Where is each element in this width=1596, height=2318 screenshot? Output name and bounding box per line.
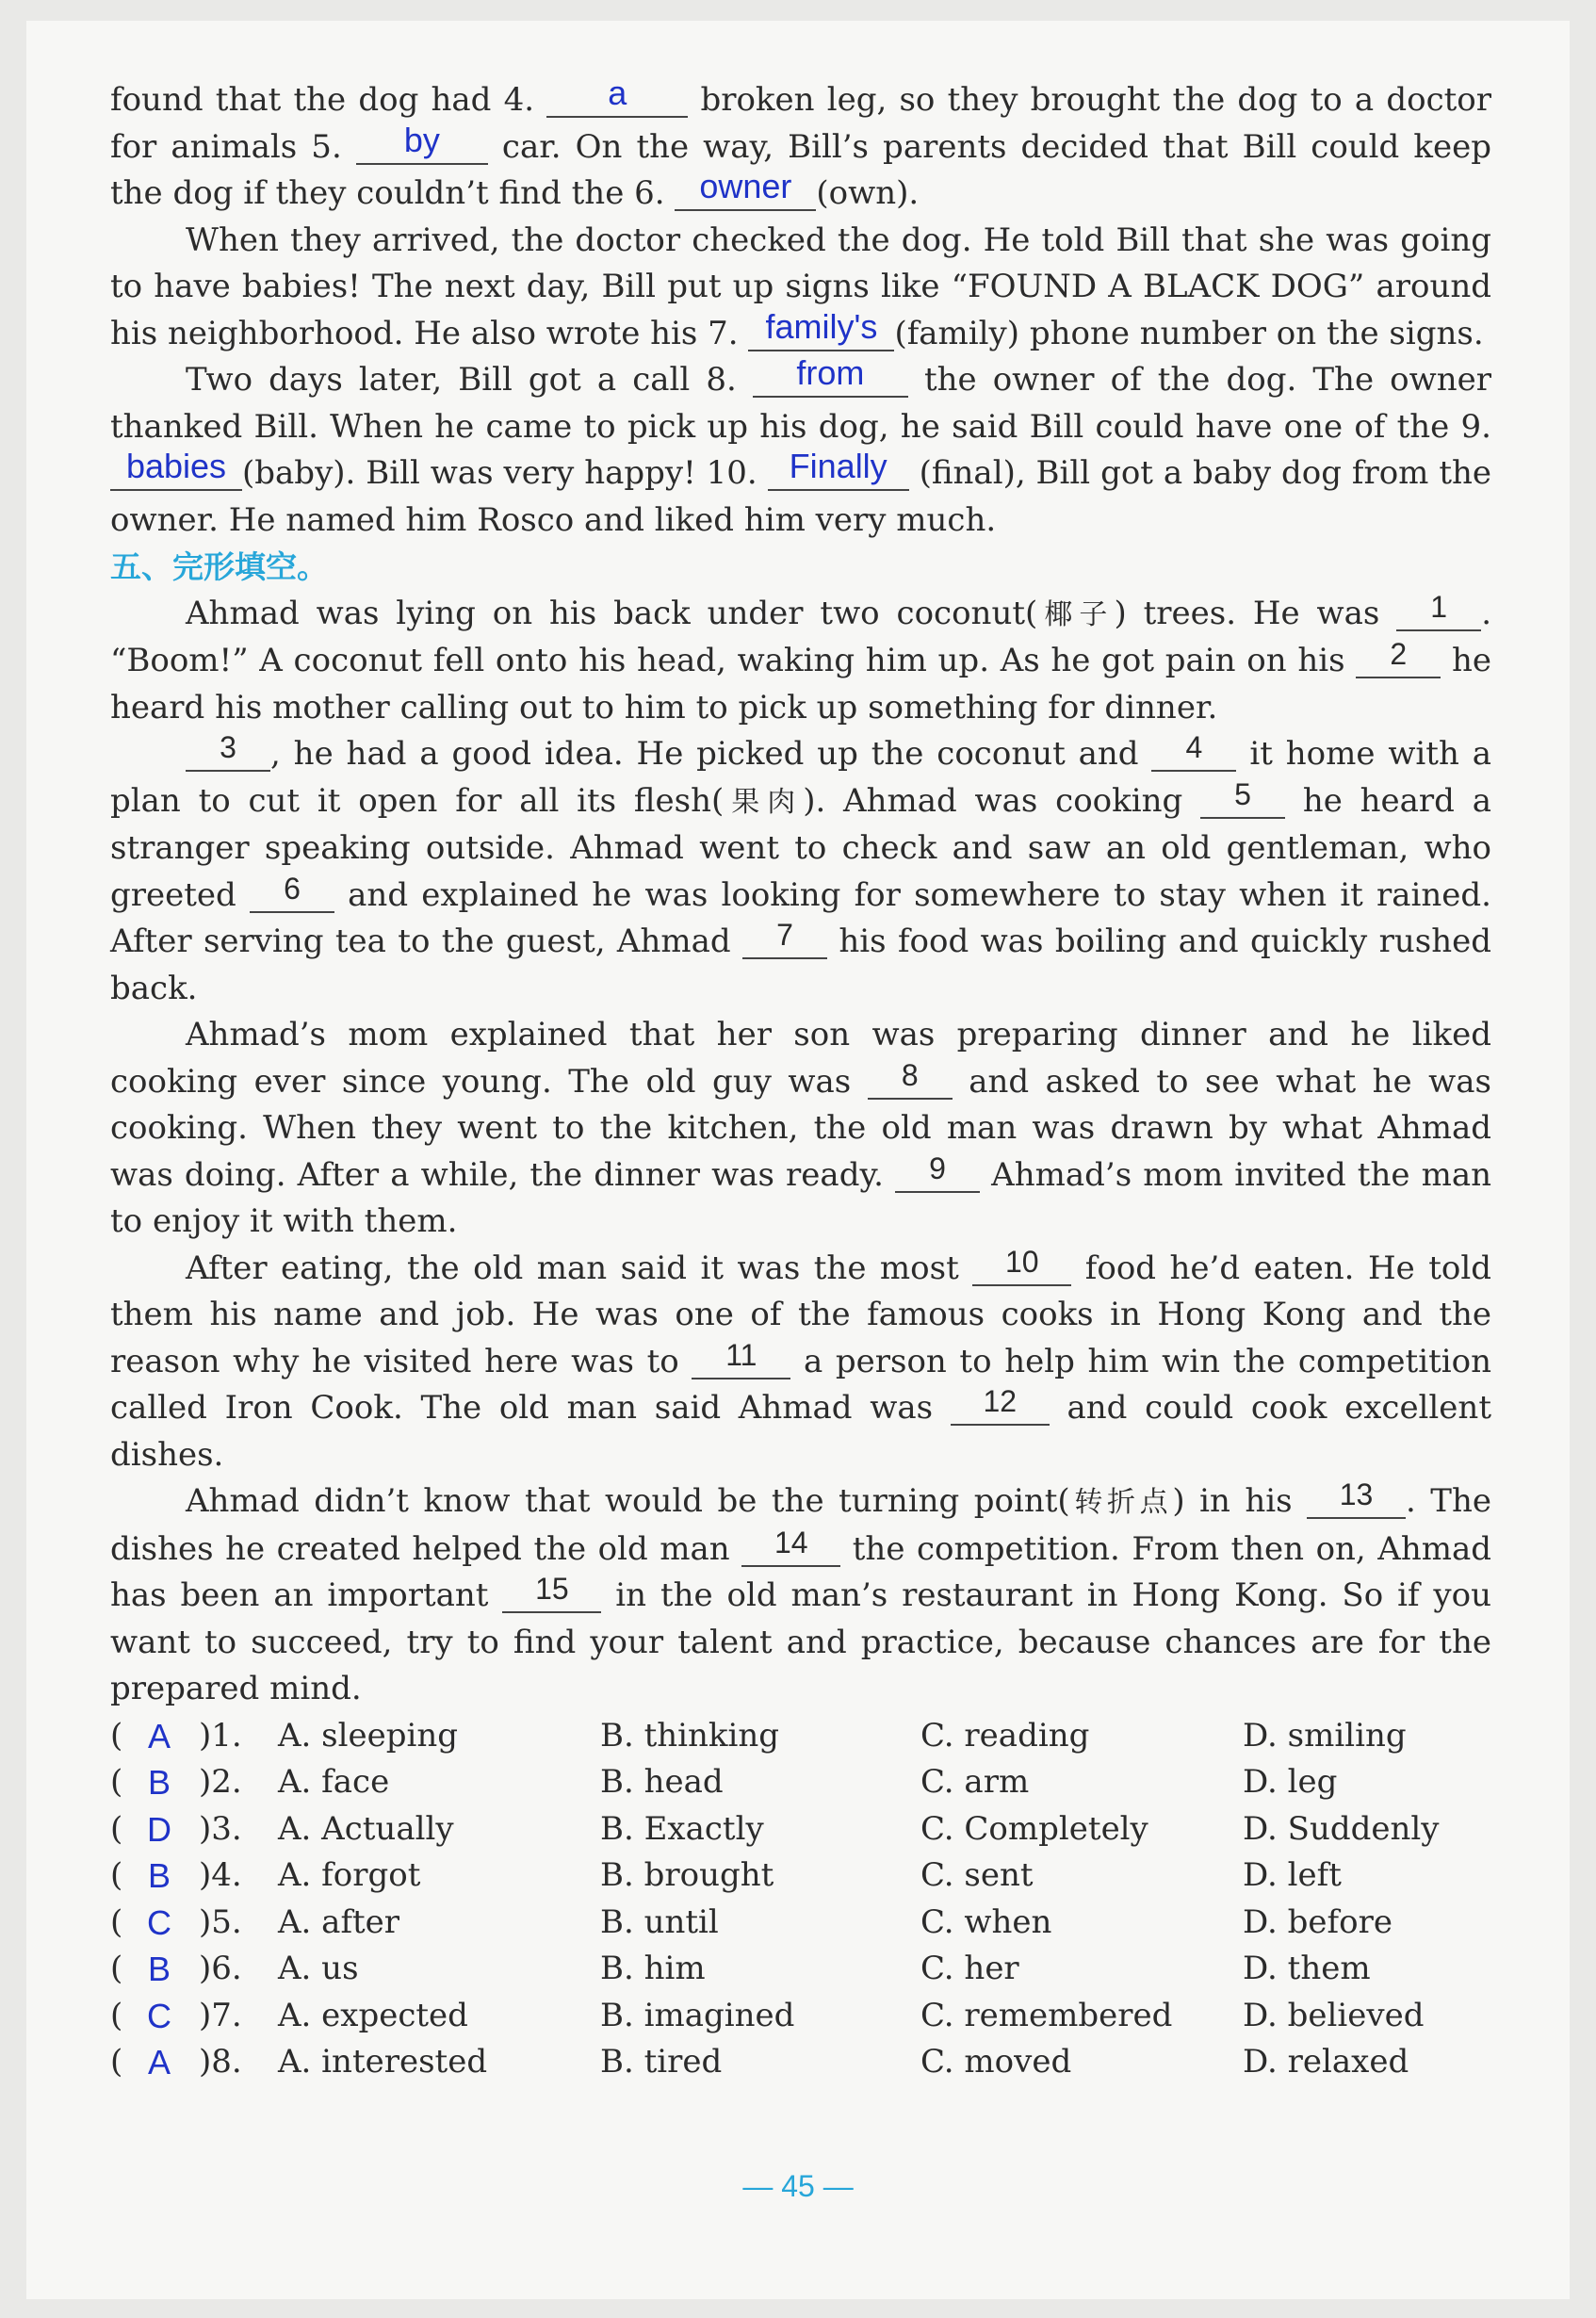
cloze-blank-1: 1 — [1396, 597, 1481, 631]
cloze-blank-13: 13 — [1307, 1485, 1406, 1519]
cloze-blank-15: 15 — [502, 1579, 601, 1613]
option-c: C. Completely — [920, 1809, 1148, 1848]
passage-paragraph-2: When they arrived, the doctor checked the dog. He told Bill that she was going to have babies! The next day, Bill put up signs like “FOUND A BLACK DOG” around his neighborhood. He also wrote his 7. family's (family) phone number on the signs. — [110, 220, 1491, 352]
passage-paragraph-1: found that the dog had 4. a broken leg, so they brought the dog to a doctor for animals 5. by car. On the way, Bill’s parents decided that Bill could keep the dog if they couldn’t find the 6. owner (own). — [110, 73, 1491, 212]
option-d: D. leg — [1243, 1763, 1338, 1801]
cloze-blank-9: 9 — [895, 1159, 980, 1193]
option-c: C. arm — [920, 1763, 1030, 1801]
cloze-paragraph-4: After eating, the old man said it was the most 10 food he’d eaten. He told them his name and job. He was one of the famous cooks in Hong Kong and the reason why he visited here was to 11 a person to help him win the competition called Iron Cook. The old man said Ahmad was 12 and could cook excellent dishes. — [110, 1244, 1492, 1474]
cloze-paragraph-1: Ahmad was lying on his back under two coconut(椰子) trees. He was 1 . “Boom!” A coconut fell onto his head, waking him up. As he got pain on his 2 he heard his mother calling out to him to pick up something for dinner. — [110, 589, 1492, 726]
selected-answer: C — [147, 1996, 171, 2035]
selected-answer: A — [147, 1716, 171, 1755]
cloze-blank-6: 6 — [250, 879, 334, 913]
option-a: A. expected — [278, 1996, 468, 2034]
cloze-paragraph-3: Ahmad’s mom explained that her son was preparing dinner and he liked cooking ever since young. The old guy was 8 and asked to see what he was cooking. When they went to the kitchen, the old man was drawn by what Ahmad was doing. After a while, the dinner was ready. 9 Ahmad’s mom invited the man to enjoy it with them. — [110, 1016, 1492, 1240]
selected-answer: B — [147, 1856, 171, 1895]
option-a: A. interested — [278, 2043, 488, 2081]
option-a: A. sleeping — [278, 1716, 459, 1755]
cloze-blank-3: 3 — [186, 738, 270, 772]
question-row: ( B )4. A. forgot B. brought C. sent D. left — [110, 1853, 1491, 1900]
cloze-paragraph-2: 3 , he had a good idea. He picked up the coconut and 4 it home with a plan to cut it open for all its flesh(果肉). Ahmad was cooking 5 he heard a stranger speaking outside. Ahmad went to check and saw an old gentleman, who greeted 6 and explained he was looking for somewhere to stay when it rained. After serving tea to the guest, Ahmad 7 his food was boiling and quickly rushed back. — [110, 730, 1492, 1007]
option-c: C. remembered — [920, 1996, 1173, 2034]
question-row: ( C )5. A. after B. until C. when D. before — [110, 1900, 1491, 1947]
option-b: B. him — [600, 1950, 706, 1987]
answer-blank-7: family's — [748, 318, 894, 351]
section-heading: 五、完形填空。 — [110, 548, 328, 585]
option-d: D. before — [1243, 1902, 1392, 1941]
question-row: ( B )6. A. us B. him C. her D. them — [110, 1946, 1491, 1993]
option-b: B. tired — [600, 2043, 723, 2081]
worksheet-content — [110, 73, 1492, 2086]
question-row: ( D )3. A. Actually B. Exactly C. Completely D. Suddenly — [110, 1806, 1491, 1853]
option-a: A. after — [278, 1902, 400, 1941]
question-row: ( A )8. A. interested B. tired C. moved D. relaxed — [110, 2039, 1491, 2086]
option-c: C. when — [920, 1902, 1052, 1941]
answer-blank-6: owner — [675, 177, 816, 211]
option-b: B. head — [600, 1763, 724, 1801]
selected-answer: D — [147, 1809, 171, 1849]
question-row: ( C )7. A. expected B. imagined C. remembered D. believed — [110, 1993, 1491, 2040]
option-d: D. believed — [1243, 1996, 1425, 2034]
cloze-blank-14: 14 — [741, 1533, 840, 1567]
option-a: A. Actually — [278, 1809, 454, 1848]
page-number: — 45 — — [742, 2169, 854, 2203]
option-a: A. us — [278, 1950, 359, 1987]
answer-blank-8: from — [753, 364, 908, 398]
answer-blank-5: by — [356, 131, 488, 165]
selected-answer: C — [147, 1902, 171, 1942]
cloze-blank-2: 2 — [1356, 645, 1441, 678]
option-b: B. Exactly — [600, 1809, 764, 1848]
option-d: D. Suddenly — [1243, 1809, 1440, 1848]
question-row: ( A )1. A. sleeping B. thinking C. reading D. smiling — [110, 1713, 1491, 1760]
cloze-blank-12: 12 — [951, 1392, 1050, 1426]
option-d: D. them — [1243, 1950, 1371, 1987]
option-c: C. moved — [920, 2043, 1072, 2081]
option-c: C. reading — [920, 1716, 1090, 1755]
option-b: B. brought — [600, 1856, 774, 1894]
option-b: B. until — [600, 1902, 719, 1941]
option-a: A. forgot — [278, 1856, 421, 1894]
answer-blank-10: Finally — [768, 457, 909, 491]
cloze-blank-10: 10 — [972, 1252, 1071, 1286]
cloze-blank-5: 5 — [1200, 785, 1285, 819]
passage-paragraph-3: Two days later, Bill got a call 8. from the owner of the dog. The owner thanked Bill. When he came to pick up his dog, he said Bill could have one of the 9. babies (baby). Bill was very happy! 10. Finally (final), Bill got a baby dog from the owner. He named him Rosco and liked him very much. — [110, 353, 1492, 539]
selected-answer: A — [147, 2043, 171, 2081]
cloze-blank-8: 8 — [868, 1066, 953, 1100]
option-c: C. her — [920, 1950, 1019, 1987]
option-d: D. left — [1243, 1856, 1342, 1894]
cloze-blank-7: 7 — [742, 925, 827, 959]
option-b: B. imagined — [600, 1996, 795, 2034]
question-list — [110, 1713, 1491, 2086]
selected-answer: B — [147, 1763, 171, 1802]
answer-blank-4: a — [546, 84, 688, 118]
option-a: A. face — [278, 1763, 390, 1801]
cloze-blank-4: 4 — [1151, 738, 1236, 772]
option-c: C. sent — [920, 1856, 1034, 1894]
question-row: ( B )2. A. face B. head C. arm D. leg — [110, 1759, 1491, 1806]
cloze-paragraph-5: Ahmad didn’t know that would be the turning point(转折点) in his 13 . The dishes he created helped the old man 14 the competition. From then on, Ahmad has been an important 15 in the old man’s restaurant in Hong Kong. So if you want to succeed, try to find your talent and practice, because chances are for the prepared mind. — [110, 1477, 1492, 1707]
option-d: D. smiling — [1243, 1716, 1407, 1755]
selected-answer: B — [147, 1950, 171, 1988]
option-b: B. thinking — [600, 1716, 780, 1755]
option-d: D. relaxed — [1243, 2043, 1409, 2081]
answer-blank-9: babies — [110, 457, 242, 491]
cloze-blank-11: 11 — [692, 1346, 790, 1379]
